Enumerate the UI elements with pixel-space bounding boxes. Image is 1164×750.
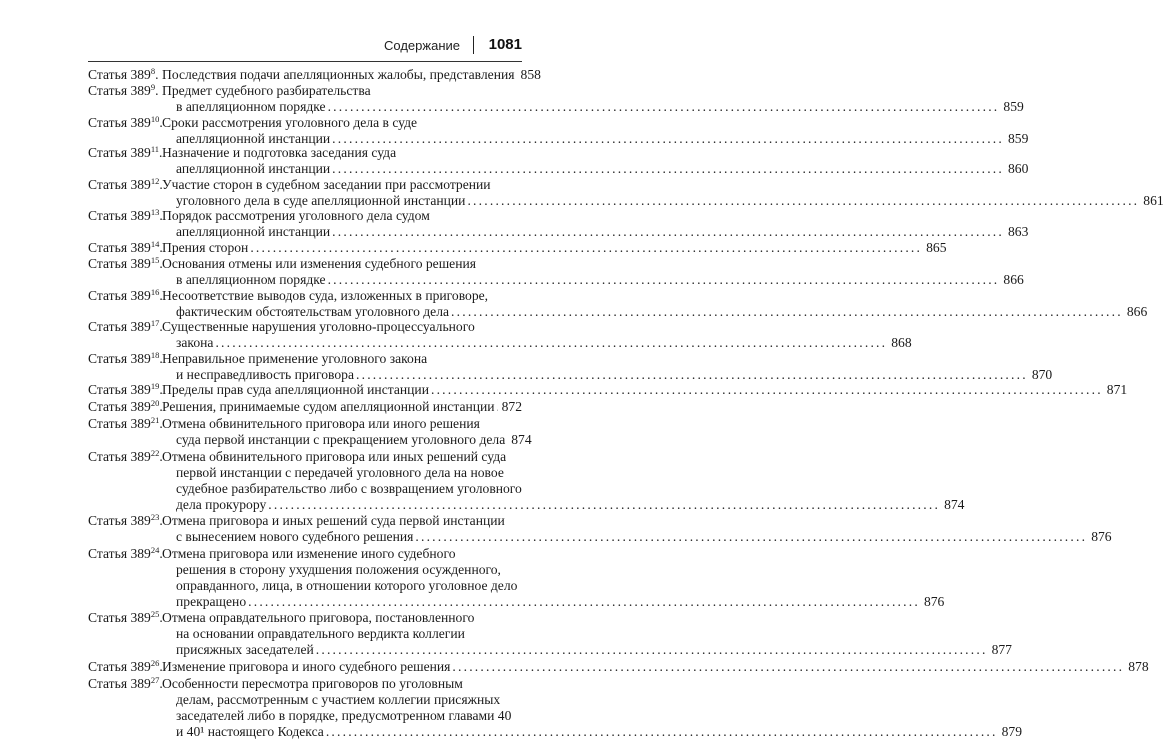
- article-superscript: 24: [150, 545, 160, 555]
- article-superscript: 12: [150, 176, 160, 186]
- article-label: Статья $389^{19}$.: [88, 381, 163, 397]
- entry-title-text: Отмена приговора и иных решений суда первой инстанции: [162, 513, 505, 528]
- entry-title-text: решения в сторону ухудшения положения осужденного,: [176, 562, 501, 577]
- entry-title-line: [162, 610, 474, 626]
- entry-title-line: [162, 240, 947, 256]
- entry-title-line: [162, 351, 427, 367]
- entry-title-text: прекращено: [176, 594, 247, 609]
- entry-title-text: первой инстанции с передачей уголовного дела на новое: [176, 465, 504, 480]
- dot-leader: ........................................................................................................................: [327, 99, 1000, 114]
- entry-title-text: Отмена обвинительного приговора или иных решений суда: [162, 449, 507, 464]
- entry-title-text: Особенности пересмотра приговоров по уголовным: [162, 676, 463, 691]
- article-superscript: 18: [150, 350, 160, 360]
- entry-page-number: 863: [1007, 224, 1029, 239]
- entry-title-line: [176, 708, 511, 724]
- entry-title-line: [176, 594, 945, 610]
- entry-title-text: апелляционной инстанции: [176, 224, 331, 239]
- entry-title-text: апелляционной инстанции: [176, 161, 331, 176]
- entry-page-number: 874: [511, 432, 532, 447]
- entry-title-text: Несоответствие выводов суда, изложенных в приговоре,: [162, 288, 489, 303]
- article-label: Статья $389^{27}$.: [88, 675, 163, 691]
- article-superscript: 16: [150, 287, 160, 297]
- entry-title-line: [162, 382, 1128, 398]
- article-label-text: Статья 389: [88, 177, 151, 192]
- entry-page-number: 874: [944, 497, 965, 512]
- entry-title-line: [162, 115, 417, 131]
- article-label-text: Статья 389: [88, 449, 151, 464]
- entry-title-line: [162, 449, 506, 465]
- entry-title-text: делам, рассмотренным с участием коллегии присяжных: [176, 692, 501, 707]
- article-label: Статья $389^{11}$.: [88, 144, 163, 160]
- dot-leader: ........................................................................................................................: [467, 193, 1140, 208]
- article-superscript: 14: [150, 239, 160, 249]
- entry-title-line: [176, 432, 532, 448]
- article-superscript: 26: [150, 658, 160, 668]
- entry-title-line: [162, 416, 480, 432]
- article-superscript: 23: [150, 512, 160, 522]
- article-label: Статья $389^{15}$.: [88, 255, 163, 271]
- article-superscript: 21: [150, 415, 160, 425]
- article-superscript: 22: [150, 448, 160, 458]
- entry-page-number: 870: [1031, 367, 1053, 382]
- entry-page-number: 865: [926, 240, 947, 255]
- entry-title-line: [162, 319, 475, 335]
- entry-title-text: судебное разбирательство либо с возвращением уголовного: [176, 481, 522, 496]
- page-number: 1081: [488, 36, 522, 53]
- section-title: Содержание: [384, 38, 460, 53]
- dot-leader: ........................................................................................................................: [452, 659, 1125, 674]
- entry-page-number: 860: [1007, 161, 1029, 176]
- entry-title-text: Назначение и подготовка заседания суда: [162, 145, 397, 160]
- dot-leader: ........................................................................................................................: [430, 382, 1103, 397]
- entry-page-number: 858: [520, 67, 541, 82]
- dot-leader: ........................................................................................................................: [451, 304, 1123, 319]
- entry-title-text: Порядок рассмотрения уголовного дела судом: [162, 208, 430, 223]
- dot-leader: ........................................................................................................................: [315, 642, 988, 657]
- entry-title-line: [162, 399, 522, 415]
- entry-title-line: [176, 626, 465, 642]
- article-superscript: 11: [150, 144, 160, 154]
- entry-title-line: [162, 288, 488, 304]
- entry-page-number: 859: [1007, 131, 1029, 146]
- article-label: Статья $389^{17}$.: [88, 318, 163, 334]
- entry-title-line: [176, 335, 912, 351]
- article-label: Статья $389^{25}$.: [88, 609, 163, 625]
- article-label: Статья $389^{12}$.: [88, 176, 163, 192]
- article-superscript: 9: [150, 82, 156, 92]
- entry-title-line: [176, 304, 1148, 320]
- article-superscript: 8: [150, 66, 156, 76]
- entry-title-line: [176, 481, 522, 497]
- article-label-text: Статья 389: [88, 288, 151, 303]
- article-label: Статья $389^9$.: [88, 82, 159, 98]
- entry-title-text: уголовного дела в суде апелляционной инстанции: [176, 193, 466, 208]
- entry-title-line: [176, 272, 1024, 288]
- article-superscript: 19: [150, 381, 160, 391]
- entry-title-text: фактическим обстоятельствам уголовного дела: [176, 304, 450, 319]
- entry-title-text: с вынесением нового судебного решения: [176, 529, 414, 544]
- dot-leader: ........................................................................................................................: [332, 161, 1004, 176]
- entry-page-number: 866: [1003, 272, 1024, 287]
- entry-title-line: [176, 465, 504, 481]
- entry-title-line: [162, 513, 505, 529]
- article-label: Статья $389^{21}$.: [88, 415, 163, 431]
- entry-title-text: заседателей либо в порядке, предусмотренном главами 40: [176, 708, 512, 723]
- entry-title-line: [162, 659, 1149, 675]
- entry-title-text: Решения, принимаемые судом апелляционной инстанции: [162, 399, 495, 414]
- article-label-text: Статья 389: [88, 659, 151, 674]
- article-label: Статья $389^{24}$.: [88, 545, 163, 561]
- article-label: Статья $389^8$.: [88, 66, 159, 82]
- dot-leader: ........................................................................................................................: [248, 594, 920, 609]
- entry-title-text: Прения сторон: [162, 240, 249, 255]
- entry-title-line: [176, 161, 1029, 177]
- dot-leader: ........................................................................................................................: [327, 272, 1000, 287]
- entry-title-line: [162, 676, 463, 692]
- entry-page-number: 861: [1143, 193, 1164, 208]
- article-label-text: Статья 389: [88, 351, 151, 366]
- entry-title-line: [176, 578, 517, 594]
- dot-leader: ........................................................................................................................: [415, 529, 1088, 544]
- dot-leader: ........................................................................................................................: [268, 497, 941, 512]
- article-label-text: Статья 389: [88, 83, 151, 98]
- entry-title-text: на основании оправдательного вердикта коллегии: [176, 626, 465, 641]
- entry-title-line: [162, 208, 430, 224]
- article-superscript: 10: [150, 114, 160, 124]
- entry-page-number: 876: [923, 594, 945, 609]
- entry-title-line: [176, 692, 500, 708]
- article-label: Статья $389^{20}$.: [88, 398, 163, 414]
- dot-leader: ........................................................................................................................: [332, 131, 1004, 146]
- entry-title-text: в апелляционном порядке: [176, 272, 326, 287]
- article-label-text: Статья 389: [88, 610, 151, 625]
- article-superscript: 17: [150, 318, 160, 328]
- entry-title-text: Участие сторон в судебном заседании при рассмотрении: [162, 177, 491, 192]
- entry-title-text: Основания отмены или изменения судебного решения: [162, 256, 477, 271]
- article-label: Статья $389^{26}$.: [88, 658, 163, 674]
- entry-title-text: суда первой инстанции с прекращением уголовного дела: [176, 432, 506, 447]
- article-label-text: Статья 389: [88, 115, 151, 130]
- entry-title-text: закона: [176, 335, 214, 350]
- entry-title-text: Отмена оправдательного приговора, постановленного: [162, 610, 475, 625]
- article-label-text: Статья 389: [88, 513, 151, 528]
- article-superscript: 15: [150, 255, 160, 265]
- entry-page-number: 871: [1106, 382, 1128, 397]
- dot-leader: ........................................................................................................................: [250, 240, 923, 255]
- dot-leader: ........................................................................................................................: [332, 224, 1004, 239]
- entry-title-line: [162, 546, 456, 562]
- entry-title-text: дела прокурору: [176, 497, 267, 512]
- entry-title-text: Неправильное применение уголовного закона: [162, 351, 428, 366]
- entry-title-text: Изменение приговора и иного судебного решения: [162, 659, 451, 674]
- entry-title-line: [176, 724, 1023, 740]
- article-label-text: Статья 389: [88, 416, 151, 431]
- dot-leader: ........................................................................................................................: [215, 335, 888, 350]
- article-superscript: 13: [150, 207, 160, 217]
- article-label-text: Статья 389: [88, 676, 151, 691]
- article-label-text: Статья 389: [88, 145, 151, 160]
- entry-title-line: [176, 562, 501, 578]
- entry-title-text: присяжных заседателей: [176, 642, 314, 657]
- entry-title-text: в апелляционном порядке: [176, 99, 326, 114]
- article-label: Статья $389^{14}$.: [88, 239, 163, 255]
- entry-title-line: [176, 99, 1024, 115]
- entry-page-number: 859: [1003, 99, 1024, 114]
- article-label: Статья $389^{22}$.: [88, 448, 163, 464]
- entry-title-text: и несправедливость приговора: [176, 367, 354, 382]
- entry-page-number: 876: [1091, 529, 1112, 544]
- article-label-text: Статья 389: [88, 256, 151, 271]
- entry-title-line: [162, 177, 491, 193]
- article-label: Статья $389^{10}$.: [88, 114, 163, 130]
- entry-title-text: Сроки рассмотрения уголовного дела в суде: [162, 115, 418, 130]
- entry-title-line: [176, 642, 1012, 658]
- article-superscript: 20: [150, 398, 160, 408]
- article-label-text: Статья 389: [88, 399, 151, 414]
- entry-title-text: Пределы прав суда апелляционной инстанции: [162, 382, 429, 397]
- entry-title-text: Отмена обвинительного приговора или иного решения: [162, 416, 480, 431]
- entry-page-number: 877: [991, 642, 1012, 657]
- article-label-text: Статья 389: [88, 546, 151, 561]
- entry-page-number: 879: [1001, 724, 1023, 739]
- entry-title-line: [162, 256, 476, 272]
- entry-title-text: оправданного, лица, в отношении которого уголовное дело: [176, 578, 518, 593]
- entry-page-number: 872: [501, 399, 522, 414]
- article-label-text: Статья 389: [88, 208, 151, 223]
- entry-title-text: Отмена приговора или изменение иного судебного: [162, 546, 456, 561]
- entry-title-text: Существенные нарушения уголовно-процессуального: [162, 319, 475, 334]
- entry-title-line: [176, 193, 1164, 209]
- entry-title-text: и 40¹ настоящего Кодекса: [176, 724, 324, 739]
- dot-leader: [497, 399, 498, 415]
- entry-page-number: 868: [891, 335, 912, 350]
- article-label: Статья $389^{23}$.: [88, 512, 163, 528]
- entry-title-text: апелляционной инстанции: [176, 131, 331, 146]
- article-label-text: Статья 389: [88, 319, 151, 334]
- dot-leader: ........................................................................................................................: [325, 724, 998, 739]
- article-label-text: Статья 389: [88, 240, 151, 255]
- entry-title-line: [162, 67, 541, 83]
- entry-title-line: [176, 497, 965, 513]
- entry-page-number: 866: [1126, 304, 1148, 319]
- entry-title-line: [176, 529, 1112, 545]
- entry-title-line: [176, 367, 1053, 383]
- article-label: Статья $389^{18}$.: [88, 350, 163, 366]
- article-label-text: Статья 389: [88, 382, 151, 397]
- entry-title-line: [162, 145, 396, 161]
- entry-title-text: Предмет судебного разбирательства: [162, 83, 371, 98]
- entry-page-number: 878: [1128, 659, 1149, 674]
- dot-leader: ........................................................................................................................: [356, 367, 1028, 382]
- article-label: Статья $389^{13}$.: [88, 207, 163, 223]
- entry-title-line: [162, 83, 371, 99]
- entry-title-line: [176, 224, 1029, 240]
- article-superscript: 25: [150, 609, 160, 619]
- article-superscript: 27: [150, 675, 160, 685]
- article-label-text: Статья 389: [88, 67, 151, 82]
- entry-title-text: Последствия подачи апелляционных жалобы, представления: [162, 67, 515, 82]
- article-label: Статья $389^{16}$.: [88, 287, 163, 303]
